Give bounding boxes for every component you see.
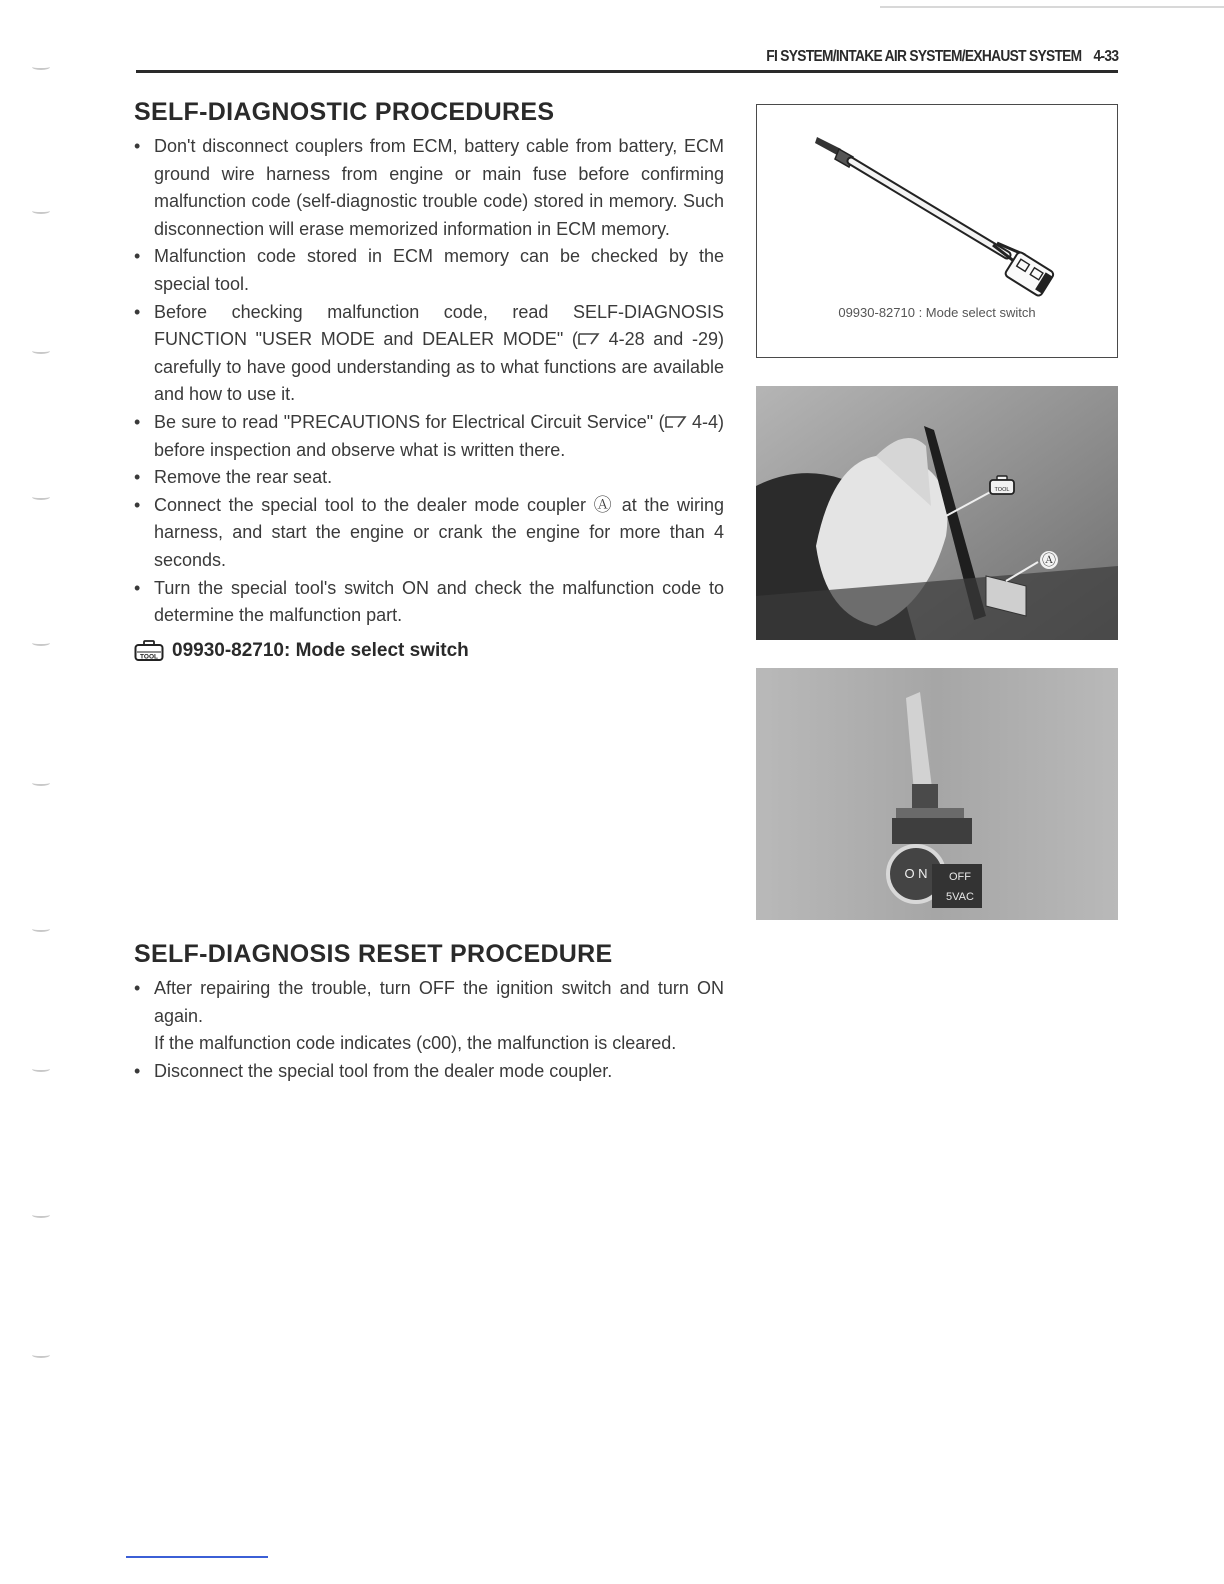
tool-label: TOOL (994, 487, 1010, 493)
continuation-text: If the malfunction code indicates (c00), the malfunction is cleared. (154, 1033, 677, 1054)
binding-mark (32, 926, 50, 932)
page-header (136, 46, 1118, 73)
connection-photo-art (756, 386, 1118, 640)
binding-mark (32, 348, 50, 354)
binding-mark (32, 1352, 50, 1358)
list-item: • Be sure to read "PRECAUTIONS for Electrical Circuit Service" ( 4-4) before inspection and observe what is written there. (134, 411, 724, 460)
list-item: • Don't disconnect couplers from ECM, battery cable from battery, ECM ground wire harness from engine or main fuse before confirming malfunction code (self-diagnostic trouble code) stored in memory. Such disconnection will erase memorized information in ECM memory. (134, 136, 724, 239)
binding-mark (32, 64, 50, 70)
list-item: • Disconnect the special tool from the dealer mode coupler. (134, 1060, 613, 1081)
list-item: • After repairing the trouble, turn OFF the ignition switch and turn ON again. If the malfunction code indicates (c00), the malfunction is cleared. (134, 975, 724, 1058)
binding-mark (32, 780, 50, 786)
special-tool-text: 09930-82710: Mode select switch (172, 639, 469, 661)
on-label: O N (904, 866, 928, 881)
list-item: • Remove the rear seat. (134, 467, 333, 488)
binding-mark (32, 1066, 50, 1072)
header-text (766, 48, 1118, 66)
special-tool-line (134, 640, 724, 662)
list-item: • Turn the special tool's switch ON and check the malfunction code to determine the malfunction part. (134, 577, 724, 626)
switch-photo (756, 668, 1118, 920)
voltage-label: 5VAC (946, 891, 974, 903)
off-label: OFF (949, 871, 971, 883)
connection-photo (756, 386, 1118, 640)
list-item: • Connect the special tool to the dealer mode coupler Ⓐ at the wiring harness, and start the engine or crank the engine for more than 4 seconds. (134, 494, 724, 570)
binding-mark (32, 494, 50, 500)
svg-text:TOOL: TOOL (140, 653, 158, 661)
switch-photo-art (756, 668, 1118, 920)
section-heading: SELF-DIAGNOSTIC PROCEDURES (134, 98, 555, 126)
page-edge-line (880, 6, 1224, 8)
section-title: FI SYSTEM/INTAKE AIR SYSTEM/EXHAUST SYSTEM (766, 48, 1082, 65)
procedure-list (134, 133, 724, 630)
mode-select-switch-drawing (757, 105, 1117, 305)
binding-mark (32, 1212, 50, 1218)
self-diagnostic-section (134, 98, 724, 662)
footer-line (126, 1556, 268, 1558)
reference-arrow-icon (665, 415, 687, 429)
tool-illustration (756, 104, 1118, 358)
section-heading: SELF-DIAGNOSIS RESET PROCEDURE (134, 940, 613, 968)
page-number: 4-33 (1093, 48, 1118, 65)
reference-arrow-icon (578, 332, 600, 346)
figure-caption: 09930-82710 : Mode select switch (838, 305, 1036, 320)
list-item: • Malfunction code stored in ECM memory can be checked by the special tool. (134, 246, 724, 294)
tool-badge-icon (134, 640, 164, 662)
binding-mark (32, 640, 50, 646)
reset-section (134, 940, 724, 1085)
list-item: • Before checking malfunction code, read SELF-DIAGNOSIS FUNCTION "USER MODE and DEALER MODE" ( 4-28 and -29) carefully to have good understanding as to what functions are available and how to use it. (134, 301, 725, 405)
callout-a: Ⓐ (1042, 552, 1056, 568)
binding-mark (32, 208, 50, 214)
reset-list (134, 975, 724, 1085)
